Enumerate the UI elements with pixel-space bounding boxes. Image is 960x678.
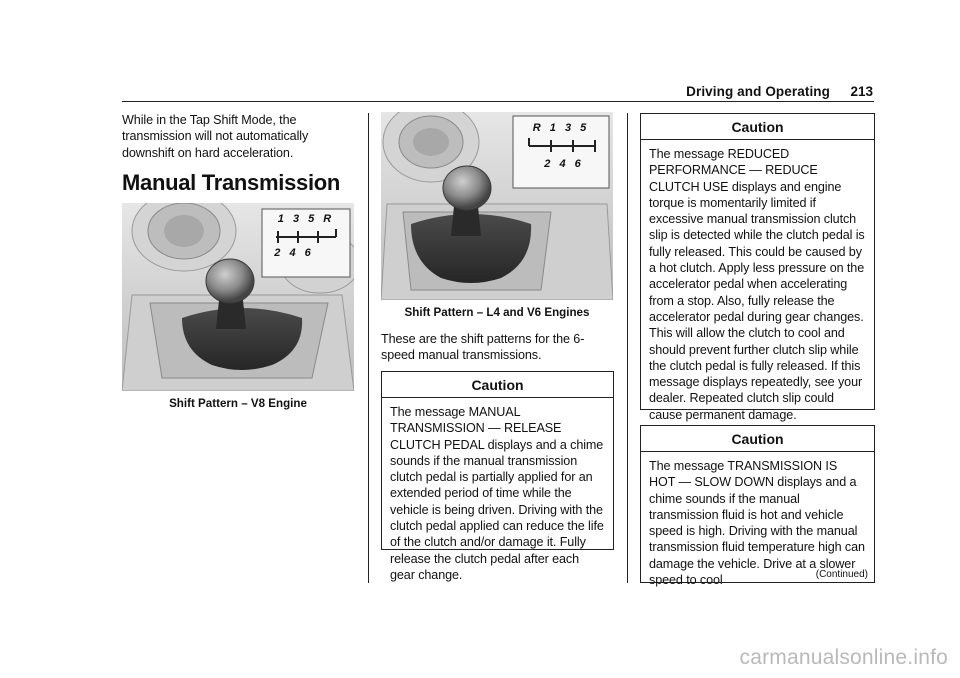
- caution-text: The message MANUAL TRANSMISSION — RELEASE CLUTCH PEDAL displays and a chime sounds if the manual transmission clutch pedal is partially applied for an extended period of time while the vehicle is being driven. Driving with the clutch pedal applied can reduce the life of the clutch and/or damage it. Fully release the clutch pedal after each gear change.: [390, 405, 604, 582]
- caution-title: Caution: [641, 114, 874, 140]
- page-number: 213: [850, 84, 873, 99]
- caution-box-transmission-hot: [640, 425, 875, 588]
- caution-text: The message TRANSMISSION IS HOT — SLOW DOWN displays and a chime sounds if the manual transmission fluid is hot and vehicle speed is high. Driving with the manual transmission fluid temperature high can damage the vehicle. Drive at a slower speed to cool: [649, 459, 865, 588]
- caution-text: The message REDUCED PERFORMANCE — REDUCE CLUTCH USE displays and engine torque is momentarily limited if excessive manual transmission clutch slip is detected while the clutch pedal is fully released. This could be caused by a hot clutch. Apply less pressure on the accelerator pedal when accelerating from a stop. Also, fully release the accelerator pedal during gear changes. This will allow the clutch to cool and should prevent further clutch slip while the clutch pedal is fully released. If this message displays repeatedly, see your dealer. Repeated clutch slip could cause permanent damage.: [649, 147, 865, 422]
- figure-v8-shifter: [122, 203, 354, 391]
- shift-pattern-top-l4-v6: R 1 3 5: [532, 122, 590, 134]
- header-rule: [122, 101, 874, 102]
- shift-pattern-bottom-v8: 2 4 6: [274, 247, 314, 259]
- figure-l4-v6-shifter: [381, 112, 613, 300]
- caution-box-reduced-performance: [640, 113, 875, 422]
- section-title: Driving and Operating: [686, 84, 830, 99]
- shift-gate-lines-l4-v6: [519, 138, 603, 154]
- shift-pattern-bottom-l4-v6: 2 4 6: [544, 158, 584, 170]
- shift-gate-lines-v8: [268, 229, 344, 245]
- intro-paragraph: While in the Tap Shift Mode, the transmission will not automatically downshift on hard acceleration.: [122, 113, 309, 160]
- column-divider-1: [368, 113, 369, 583]
- continued-label: (Continued): [815, 569, 868, 580]
- shift-pattern-top-v8: 1 3 5 R: [277, 213, 335, 225]
- watermark: carmanualsonline.info: [739, 646, 948, 669]
- caution-title: Caution: [382, 372, 613, 398]
- column-divider-2: [627, 113, 628, 583]
- caution-title: Caution: [641, 426, 874, 452]
- caution-box-clutch-pedal: [381, 371, 614, 582]
- figure-caption-l4-v6: Shift Pattern – L4 and V6 Engines: [404, 306, 590, 319]
- shift-patterns-paragraph: These are the shift patterns for the 6-speed manual transmissions.: [381, 332, 585, 363]
- figure-caption-v8: Shift Pattern – V8 Engine: [169, 397, 307, 410]
- section-heading: Manual Transmission: [122, 170, 341, 195]
